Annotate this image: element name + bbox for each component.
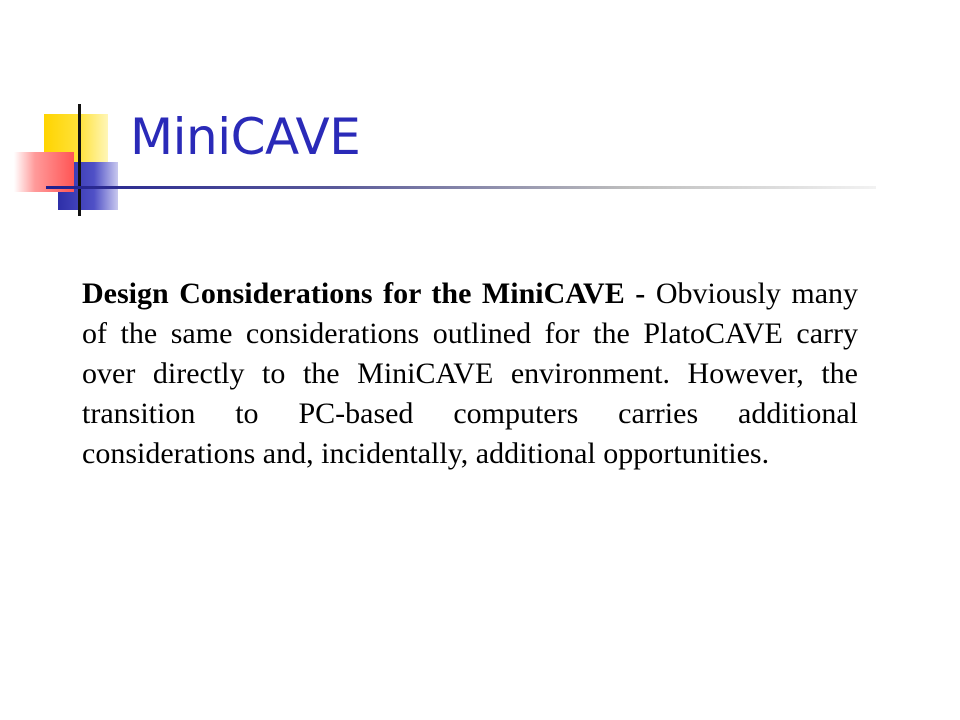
slide-body xyxy=(82,274,858,474)
slide-title: MiniCAVE xyxy=(130,108,361,166)
logo-vertical-line xyxy=(78,104,81,216)
body-text: Obviously many of the same considerations outlined for the PlatoCAVE carry over directly to the MiniCAVE environment. However, the transition to PC-based computers carries additional considerations and, incidentally, additional opportunities. xyxy=(82,277,859,470)
body-lead: Design Considerations for the MiniCAVE - xyxy=(82,277,646,310)
title-divider xyxy=(46,186,876,189)
squares-logo-icon xyxy=(10,100,140,220)
